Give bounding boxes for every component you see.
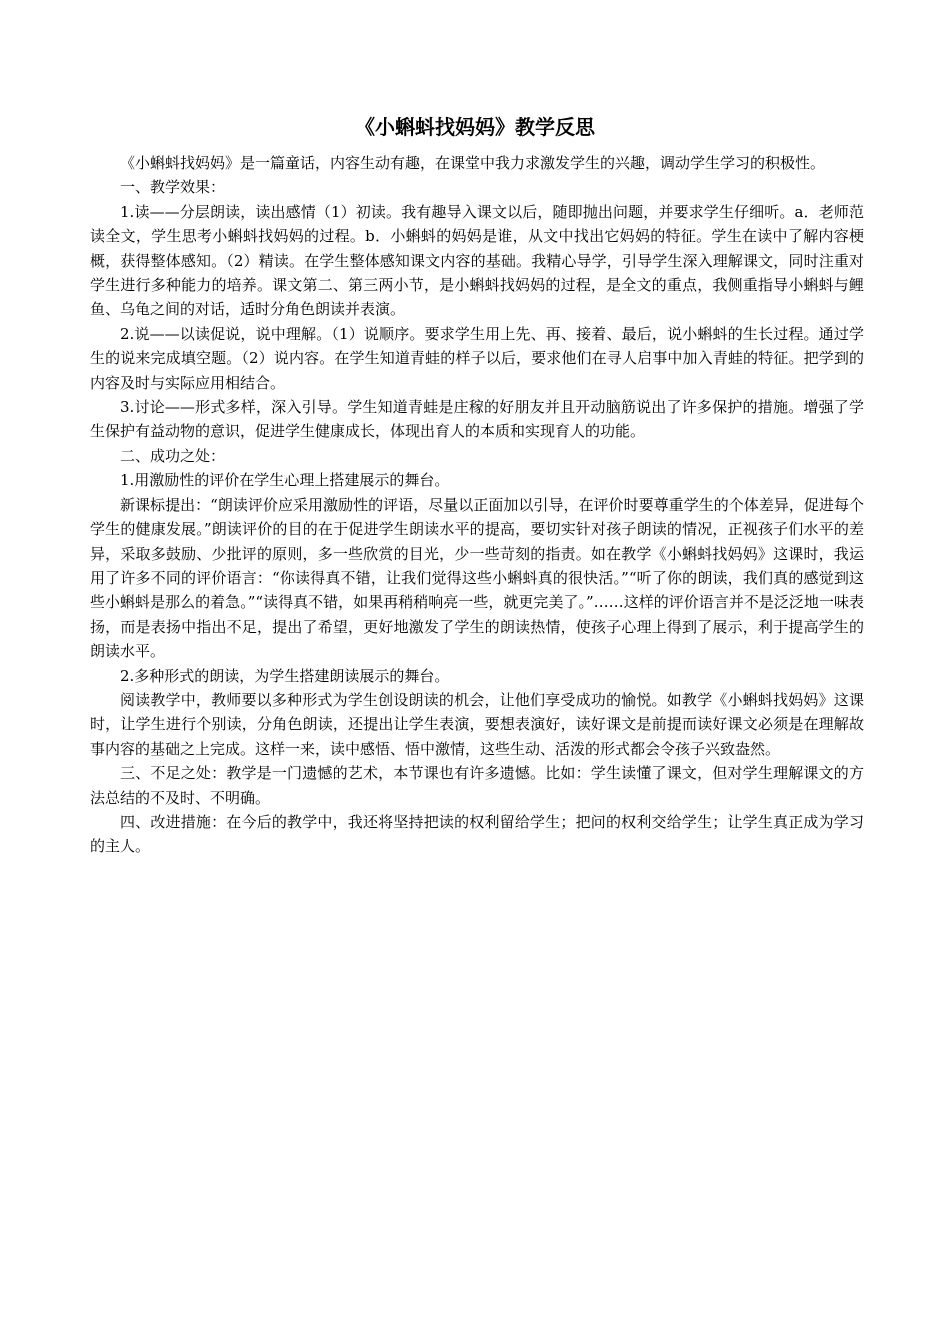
- paragraph-curriculum-standard: 新课标提出：“朗读评价应采用激励性的评语，尽量以正面加以引导，在评价时要尊重学生的个体差异，促进每个学生的健康发展。”朗读评价的目的在于促进学生朗读水平的提高，要切实针对孩子朗读的情况，正视孩子们水平的差异，采取多鼓励、少批评的原则，多一些欣赏的目光，少一些苛刻的指责。如在教学《小蝌蚪找妈妈》这课时，我运用了许多不同的评价语言：“你读得真不错，让我们觉得这些小蝌蚪真的很快活。”“听了你的朗读，我们真的感觉到这些小蝌蚪是那么的着急。”“读得真不错，如果再稍稍响亮一些，就更完美了。”……这样的评价语言并不是泛泛地一味表扬，而是表扬中指出不足，提出了希望，更好地激发了学生的朗读热情，使孩子心理上得到了展示，利于提高学生的朗读水平。: [90, 495, 864, 661]
- paragraph-discussion: 3.讨论——形式多样，深入引导。学生知道青蛙是庄稼的好朋友并且开动脑筋说出了许多保护的措施。增强了学生保护有益动物的意识，促进学生健康成长，体现出育人的本质和实现育人的功能。: [90, 398, 864, 441]
- paragraph-shortcomings: 三、不足之处：教学是一门遗憾的艺术，本节课也有许多遗憾。比如：学生读懂了课文，但对学生理解课文的方法总结的不及时、不明确。: [90, 764, 864, 807]
- paragraph-improvements: 四、改进措施：在今后的教学中，我还将坚持把读的权利留给学生；把问的权利交给学生；让学生真正成为学习的主人。: [90, 812, 864, 856]
- paragraph-speaking: 2.说——以读促说，说中理解。（1）说顺序。要求学生用上先、再、接着、最后，说小蝌蚪的生长过程。通过学生的说来完成填空题。（2）说内容。在学生知道青蛙的样子以后，要求他们在寻人启事中加入青蛙的特征。把学到的内容及时与实际应用相结合。: [90, 324, 864, 392]
- paragraph-reading-teaching: 阅读教学中，教师要以多种形式为学生创设朗读的机会，让他们享受成功的愉悦。如教学《小蝌蚪找妈妈》这课时，让学生进行个别读，分角色朗读，还提出让学生表演，要想表演好，读好课文是前提而读好课文必须是在理解故事内容的基础之上完成。这样一来，读中感悟、悟中激情，这些生动、活泼的形式都会令孩子兴致盎然。: [90, 690, 864, 758]
- document-title: 《小蝌蚪找妈妈》教学反思: [355, 115, 595, 139]
- subheading-encouraging-evaluation: 1.用激励性的评价在学生心理上搭建展示的舞台。: [120, 471, 450, 490]
- document-body: [90, 151, 864, 859]
- subheading-reading-forms: 2.多种形式的朗读，为学生搭建朗读展示的舞台。: [120, 666, 450, 685]
- heading-successes: 二、成功之处：: [120, 446, 226, 465]
- paragraph-intro: 《小蝌蚪找妈妈》是一篇童话，内容生动有趣，在课堂中我力求激发学生的兴趣，调动学生学习的积极性。: [120, 154, 826, 172]
- heading-teaching-effect: 一、教学效果：: [120, 178, 226, 197]
- paragraph-reading: 1.读——分层朗读，读出感情（1）初读。我有趣导入课文以后，随即抛出问题，并要求学生仔细听。a．老师范读全文，学生思考小蝌蚪找妈妈的过程。b．小蝌蚪的妈妈是谁，从文中找出它妈妈的特征。学生在读中了解内容梗概，获得整体感知。（2）精读。在学生整体感知课文内容的基础。我精心导学，引导学生深入理解课文，同时注重对学生进行多种能力的培养。课文第二、第三两小节，是小蝌蚪找妈妈的过程，是全文的重点，我侧重指导小蝌蚪与鲤鱼、乌龟之间的对话，适时分角色朗读并表演。: [90, 202, 864, 319]
